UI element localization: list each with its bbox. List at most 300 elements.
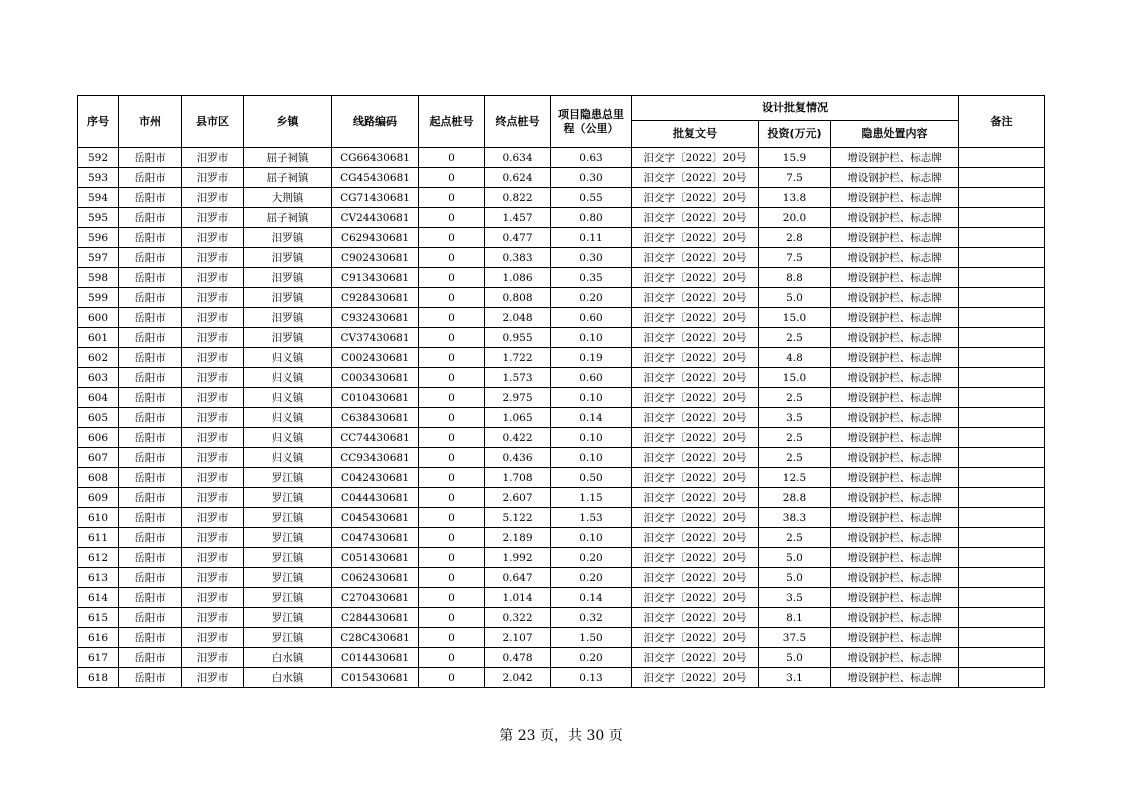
cell-treatment: 增设钢护栏、标志牌	[831, 448, 959, 468]
cell-seq: 609	[78, 488, 119, 508]
cell-start-stake: 0	[419, 308, 485, 328]
cell-treatment: 增设钢护栏、标志牌	[831, 668, 959, 688]
cell-route-code: C002430681	[332, 348, 419, 368]
cell-route-code: C003430681	[332, 368, 419, 388]
cell-remark	[959, 508, 1045, 528]
cell-route-code: C015430681	[332, 668, 419, 688]
cell-treatment: 增设钢护栏、标志牌	[831, 348, 959, 368]
cell-start-stake: 0	[419, 408, 485, 428]
cell-route-code: C042430681	[332, 468, 419, 488]
cell-start-stake: 0	[419, 668, 485, 688]
cell-remark	[959, 608, 1045, 628]
cell-end-stake: 2.607	[485, 488, 551, 508]
cell-seq: 610	[78, 508, 119, 528]
cell-route-code: C014430681	[332, 648, 419, 668]
table-row	[78, 348, 1045, 368]
cell-seq: 594	[78, 188, 119, 208]
cell-approval-doc: 汨交字〔2022〕20号	[632, 668, 759, 688]
cell-approval-doc: 汨交字〔2022〕20号	[632, 428, 759, 448]
cell-total-mileage: 0.10	[551, 428, 632, 448]
cell-seq: 606	[78, 428, 119, 448]
cell-city: 岳阳市	[119, 248, 182, 268]
cell-end-stake: 0.634	[485, 148, 551, 168]
header-start-stake: 起点桩号	[419, 96, 485, 148]
table-row	[78, 648, 1045, 668]
cell-route-code: C928430681	[332, 288, 419, 308]
cell-end-stake: 1.722	[485, 348, 551, 368]
cell-end-stake: 1.065	[485, 408, 551, 428]
cell-investment: 38.3	[759, 508, 831, 528]
table-row	[78, 488, 1045, 508]
cell-end-stake: 2.042	[485, 668, 551, 688]
cell-town: 罗江镇	[244, 508, 332, 528]
cell-treatment: 增设钢护栏、标志牌	[831, 248, 959, 268]
cell-investment: 2.5	[759, 428, 831, 448]
header-design-approval: 设计批复情况	[632, 96, 959, 121]
header-end-stake: 终点桩号	[485, 96, 551, 148]
cell-town: 归义镇	[244, 408, 332, 428]
cell-approval-doc: 汨交字〔2022〕20号	[632, 388, 759, 408]
cell-total-mileage: 0.55	[551, 188, 632, 208]
cell-approval-doc: 汨交字〔2022〕20号	[632, 608, 759, 628]
cell-remark	[959, 188, 1045, 208]
cell-treatment: 增设钢护栏、标志牌	[831, 628, 959, 648]
cell-approval-doc: 汨交字〔2022〕20号	[632, 568, 759, 588]
cell-treatment: 增设钢护栏、标志牌	[831, 308, 959, 328]
table-row	[78, 228, 1045, 248]
cell-town: 罗江镇	[244, 588, 332, 608]
cell-start-stake: 0	[419, 268, 485, 288]
cell-remark	[959, 268, 1045, 288]
cell-end-stake: 0.624	[485, 168, 551, 188]
cell-city: 岳阳市	[119, 208, 182, 228]
header-seq: 序号	[78, 96, 119, 148]
table-row	[78, 168, 1045, 188]
cell-town: 屈子祠镇	[244, 208, 332, 228]
cell-total-mileage: 0.60	[551, 368, 632, 388]
cell-total-mileage: 0.10	[551, 448, 632, 468]
cell-end-stake: 0.436	[485, 448, 551, 468]
cell-remark	[959, 368, 1045, 388]
cell-county: 汨罗市	[182, 268, 244, 288]
cell-remark	[959, 348, 1045, 368]
cell-approval-doc: 汨交字〔2022〕20号	[632, 628, 759, 648]
table-row	[78, 588, 1045, 608]
cell-start-stake: 0	[419, 148, 485, 168]
cell-city: 岳阳市	[119, 448, 182, 468]
cell-county: 汨罗市	[182, 248, 244, 268]
cell-seq: 614	[78, 588, 119, 608]
cell-county: 汨罗市	[182, 468, 244, 488]
cell-seq: 597	[78, 248, 119, 268]
cell-total-mileage: 0.19	[551, 348, 632, 368]
header-county: 县市区	[182, 96, 244, 148]
cell-town: 归义镇	[244, 388, 332, 408]
cell-county: 汨罗市	[182, 168, 244, 188]
cell-approval-doc: 汨交字〔2022〕20号	[632, 468, 759, 488]
cell-treatment: 增设钢护栏、标志牌	[831, 328, 959, 348]
cell-county: 汨罗市	[182, 548, 244, 568]
cell-route-code: C284430681	[332, 608, 419, 628]
cell-end-stake: 0.477	[485, 228, 551, 248]
cell-investment: 4.8	[759, 348, 831, 368]
cell-city: 岳阳市	[119, 148, 182, 168]
cell-remark	[959, 308, 1045, 328]
cell-remark	[959, 668, 1045, 688]
cell-route-code: C902430681	[332, 248, 419, 268]
cell-investment: 2.5	[759, 448, 831, 468]
cell-total-mileage: 0.30	[551, 168, 632, 188]
cell-seq: 601	[78, 328, 119, 348]
cell-treatment: 增设钢护栏、标志牌	[831, 168, 959, 188]
cell-route-code: C28C430681	[332, 628, 419, 648]
cell-city: 岳阳市	[119, 648, 182, 668]
table-body	[78, 148, 1045, 688]
header-city: 市州	[119, 96, 182, 148]
cell-approval-doc: 汨交字〔2022〕20号	[632, 288, 759, 308]
cell-city: 岳阳市	[119, 308, 182, 328]
cell-investment: 2.5	[759, 528, 831, 548]
cell-route-code: CV24430681	[332, 208, 419, 228]
cell-county: 汨罗市	[182, 668, 244, 688]
cell-remark	[959, 168, 1045, 188]
cell-end-stake: 0.647	[485, 568, 551, 588]
cell-treatment: 增设钢护栏、标志牌	[831, 388, 959, 408]
cell-treatment: 增设钢护栏、标志牌	[831, 528, 959, 548]
header-total-mileage: 项目隐患总里程（公里）	[551, 96, 632, 148]
cell-investment: 15.9	[759, 148, 831, 168]
cell-start-stake: 0	[419, 348, 485, 368]
cell-city: 岳阳市	[119, 608, 182, 628]
cell-city: 岳阳市	[119, 228, 182, 248]
table-row	[78, 428, 1045, 448]
cell-remark	[959, 388, 1045, 408]
table-row	[78, 208, 1045, 228]
cell-seq: 615	[78, 608, 119, 628]
cell-end-stake: 2.107	[485, 628, 551, 648]
cell-seq: 617	[78, 648, 119, 668]
cell-investment: 5.0	[759, 568, 831, 588]
cell-route-code: C051430681	[332, 548, 419, 568]
cell-investment: 12.5	[759, 468, 831, 488]
table-row	[78, 328, 1045, 348]
cell-remark	[959, 288, 1045, 308]
cell-start-stake: 0	[419, 388, 485, 408]
cell-start-stake: 0	[419, 468, 485, 488]
cell-city: 岳阳市	[119, 588, 182, 608]
cell-end-stake: 1.457	[485, 208, 551, 228]
cell-city: 岳阳市	[119, 368, 182, 388]
cell-start-stake: 0	[419, 328, 485, 348]
cell-total-mileage: 0.20	[551, 568, 632, 588]
cell-total-mileage: 0.14	[551, 408, 632, 428]
cell-investment: 5.0	[759, 648, 831, 668]
cell-seq: 595	[78, 208, 119, 228]
cell-county: 汨罗市	[182, 188, 244, 208]
cell-investment: 3.5	[759, 588, 831, 608]
cell-approval-doc: 汨交字〔2022〕20号	[632, 248, 759, 268]
cell-investment: 13.8	[759, 188, 831, 208]
cell-county: 汨罗市	[182, 308, 244, 328]
cell-investment: 8.1	[759, 608, 831, 628]
cell-city: 岳阳市	[119, 568, 182, 588]
cell-approval-doc: 汨交字〔2022〕20号	[632, 188, 759, 208]
cell-treatment: 增设钢护栏、标志牌	[831, 568, 959, 588]
cell-total-mileage: 0.14	[551, 588, 632, 608]
cell-remark	[959, 208, 1045, 228]
table-row	[78, 308, 1045, 328]
cell-treatment: 增设钢护栏、标志牌	[831, 368, 959, 388]
cell-start-stake: 0	[419, 608, 485, 628]
cell-remark	[959, 528, 1045, 548]
cell-investment: 15.0	[759, 308, 831, 328]
cell-county: 汨罗市	[182, 588, 244, 608]
cell-treatment: 增设钢护栏、标志牌	[831, 188, 959, 208]
cell-town: 罗江镇	[244, 548, 332, 568]
cell-county: 汨罗市	[182, 328, 244, 348]
header-approval-doc: 批复文号	[632, 121, 759, 148]
cell-treatment: 增设钢护栏、标志牌	[831, 488, 959, 508]
cell-total-mileage: 0.35	[551, 268, 632, 288]
table-row	[78, 468, 1045, 488]
cell-end-stake: 1.708	[485, 468, 551, 488]
cell-remark	[959, 428, 1045, 448]
table-row	[78, 528, 1045, 548]
cell-town: 汨罗镇	[244, 248, 332, 268]
cell-approval-doc: 汨交字〔2022〕20号	[632, 168, 759, 188]
cell-end-stake: 0.383	[485, 248, 551, 268]
cell-remark	[959, 628, 1045, 648]
cell-approval-doc: 汨交字〔2022〕20号	[632, 208, 759, 228]
cell-county: 汨罗市	[182, 488, 244, 508]
cell-treatment: 增设钢护栏、标志牌	[831, 288, 959, 308]
road-hazard-table	[77, 95, 1045, 688]
cell-city: 岳阳市	[119, 668, 182, 688]
cell-remark	[959, 648, 1045, 668]
cell-county: 汨罗市	[182, 508, 244, 528]
cell-approval-doc: 汨交字〔2022〕20号	[632, 448, 759, 468]
header-remark: 备注	[959, 96, 1045, 148]
cell-total-mileage: 1.50	[551, 628, 632, 648]
cell-investment: 2.8	[759, 228, 831, 248]
cell-seq: 616	[78, 628, 119, 648]
cell-end-stake: 2.048	[485, 308, 551, 328]
cell-county: 汨罗市	[182, 148, 244, 168]
cell-town: 白水镇	[244, 668, 332, 688]
cell-town: 罗江镇	[244, 568, 332, 588]
cell-end-stake: 0.808	[485, 288, 551, 308]
cell-county: 汨罗市	[182, 628, 244, 648]
cell-start-stake: 0	[419, 588, 485, 608]
cell-approval-doc: 汨交字〔2022〕20号	[632, 368, 759, 388]
cell-total-mileage: 0.80	[551, 208, 632, 228]
cell-end-stake: 1.573	[485, 368, 551, 388]
cell-start-stake: 0	[419, 288, 485, 308]
cell-route-code: C010430681	[332, 388, 419, 408]
cell-remark	[959, 488, 1045, 508]
table-row	[78, 268, 1045, 288]
cell-city: 岳阳市	[119, 328, 182, 348]
cell-start-stake: 0	[419, 448, 485, 468]
cell-end-stake: 2.975	[485, 388, 551, 408]
cell-route-code: CG45430681	[332, 168, 419, 188]
cell-start-stake: 0	[419, 648, 485, 668]
cell-city: 岳阳市	[119, 548, 182, 568]
cell-investment: 5.0	[759, 288, 831, 308]
cell-seq: 596	[78, 228, 119, 248]
cell-seq: 598	[78, 268, 119, 288]
cell-approval-doc: 汨交字〔2022〕20号	[632, 508, 759, 528]
cell-treatment: 增设钢护栏、标志牌	[831, 608, 959, 628]
cell-city: 岳阳市	[119, 348, 182, 368]
cell-town: 屈子祠镇	[244, 148, 332, 168]
cell-route-code: C062430681	[332, 568, 419, 588]
cell-remark	[959, 548, 1045, 568]
cell-start-stake: 0	[419, 628, 485, 648]
cell-city: 岳阳市	[119, 408, 182, 428]
cell-town: 罗江镇	[244, 468, 332, 488]
cell-seq: 605	[78, 408, 119, 428]
cell-city: 岳阳市	[119, 468, 182, 488]
cell-total-mileage: 0.10	[551, 528, 632, 548]
table-row	[78, 608, 1045, 628]
cell-approval-doc: 汨交字〔2022〕20号	[632, 328, 759, 348]
cell-investment: 7.5	[759, 248, 831, 268]
cell-total-mileage: 0.63	[551, 148, 632, 168]
cell-town: 归义镇	[244, 348, 332, 368]
header-town: 乡镇	[244, 96, 332, 148]
header-route-code: 线路编码	[332, 96, 419, 148]
cell-investment: 2.5	[759, 388, 831, 408]
cell-town: 罗江镇	[244, 608, 332, 628]
table-row	[78, 408, 1045, 428]
cell-remark	[959, 568, 1045, 588]
cell-remark	[959, 408, 1045, 428]
cell-total-mileage: 0.30	[551, 248, 632, 268]
cell-town: 归义镇	[244, 448, 332, 468]
cell-end-stake: 5.122	[485, 508, 551, 528]
cell-total-mileage: 0.60	[551, 308, 632, 328]
cell-investment: 15.0	[759, 368, 831, 388]
cell-approval-doc: 汨交字〔2022〕20号	[632, 648, 759, 668]
cell-treatment: 增设钢护栏、标志牌	[831, 408, 959, 428]
cell-total-mileage: 1.53	[551, 508, 632, 528]
cell-end-stake: 0.955	[485, 328, 551, 348]
cell-treatment: 增设钢护栏、标志牌	[831, 588, 959, 608]
cell-end-stake: 0.422	[485, 428, 551, 448]
cell-total-mileage: 0.50	[551, 468, 632, 488]
table-row	[78, 508, 1045, 528]
cell-city: 岳阳市	[119, 428, 182, 448]
cell-remark	[959, 248, 1045, 268]
cell-investment: 7.5	[759, 168, 831, 188]
cell-city: 岳阳市	[119, 508, 182, 528]
cell-total-mileage: 0.20	[551, 648, 632, 668]
table-row	[78, 148, 1045, 168]
cell-approval-doc: 汨交字〔2022〕20号	[632, 408, 759, 428]
cell-town: 白水镇	[244, 648, 332, 668]
cell-county: 汨罗市	[182, 368, 244, 388]
cell-route-code: CV37430681	[332, 328, 419, 348]
cell-route-code: CG71430681	[332, 188, 419, 208]
cell-seq: 604	[78, 388, 119, 408]
cell-town: 汨罗镇	[244, 308, 332, 328]
cell-investment: 3.1	[759, 668, 831, 688]
cell-total-mileage: 0.20	[551, 288, 632, 308]
table-row	[78, 548, 1045, 568]
cell-end-stake: 1.086	[485, 268, 551, 288]
cell-start-stake: 0	[419, 248, 485, 268]
cell-route-code: C913430681	[332, 268, 419, 288]
cell-investment: 2.5	[759, 328, 831, 348]
cell-investment: 3.5	[759, 408, 831, 428]
cell-county: 汨罗市	[182, 228, 244, 248]
cell-county: 汨罗市	[182, 568, 244, 588]
cell-end-stake: 1.014	[485, 588, 551, 608]
cell-town: 汨罗镇	[244, 268, 332, 288]
cell-approval-doc: 汨交字〔2022〕20号	[632, 268, 759, 288]
cell-treatment: 增设钢护栏、标志牌	[831, 148, 959, 168]
cell-town: 罗江镇	[244, 628, 332, 648]
cell-approval-doc: 汨交字〔2022〕20号	[632, 548, 759, 568]
cell-route-code: C638430681	[332, 408, 419, 428]
cell-route-code: CC93430681	[332, 448, 419, 468]
cell-city: 岳阳市	[119, 528, 182, 548]
cell-seq: 599	[78, 288, 119, 308]
cell-approval-doc: 汨交字〔2022〕20号	[632, 348, 759, 368]
cell-city: 岳阳市	[119, 188, 182, 208]
cell-investment: 28.8	[759, 488, 831, 508]
cell-town: 罗江镇	[244, 488, 332, 508]
cell-investment: 5.0	[759, 548, 831, 568]
cell-start-stake: 0	[419, 548, 485, 568]
table-row	[78, 188, 1045, 208]
cell-treatment: 增设钢护栏、标志牌	[831, 228, 959, 248]
cell-seq: 612	[78, 548, 119, 568]
cell-remark	[959, 448, 1045, 468]
cell-seq: 613	[78, 568, 119, 588]
cell-route-code: C044430681	[332, 488, 419, 508]
cell-total-mileage: 0.11	[551, 228, 632, 248]
cell-city: 岳阳市	[119, 288, 182, 308]
cell-city: 岳阳市	[119, 488, 182, 508]
cell-start-stake: 0	[419, 508, 485, 528]
cell-town: 屈子祠镇	[244, 168, 332, 188]
cell-seq: 600	[78, 308, 119, 328]
cell-end-stake: 1.992	[485, 548, 551, 568]
cell-route-code: C270430681	[332, 588, 419, 608]
cell-start-stake: 0	[419, 528, 485, 548]
table-row	[78, 368, 1045, 388]
cell-remark	[959, 228, 1045, 248]
cell-city: 岳阳市	[119, 628, 182, 648]
cell-city: 岳阳市	[119, 168, 182, 188]
cell-town: 大荆镇	[244, 188, 332, 208]
cell-approval-doc: 汨交字〔2022〕20号	[632, 488, 759, 508]
cell-investment: 20.0	[759, 208, 831, 228]
cell-total-mileage: 0.10	[551, 388, 632, 408]
cell-route-code: CG66430681	[332, 148, 419, 168]
cell-remark	[959, 328, 1045, 348]
cell-seq: 611	[78, 528, 119, 548]
cell-route-code: C932430681	[332, 308, 419, 328]
cell-treatment: 增设钢护栏、标志牌	[831, 548, 959, 568]
cell-county: 汨罗市	[182, 388, 244, 408]
cell-approval-doc: 汨交字〔2022〕20号	[632, 148, 759, 168]
cell-town: 汨罗镇	[244, 328, 332, 348]
cell-route-code: C629430681	[332, 228, 419, 248]
cell-treatment: 增设钢护栏、标志牌	[831, 468, 959, 488]
